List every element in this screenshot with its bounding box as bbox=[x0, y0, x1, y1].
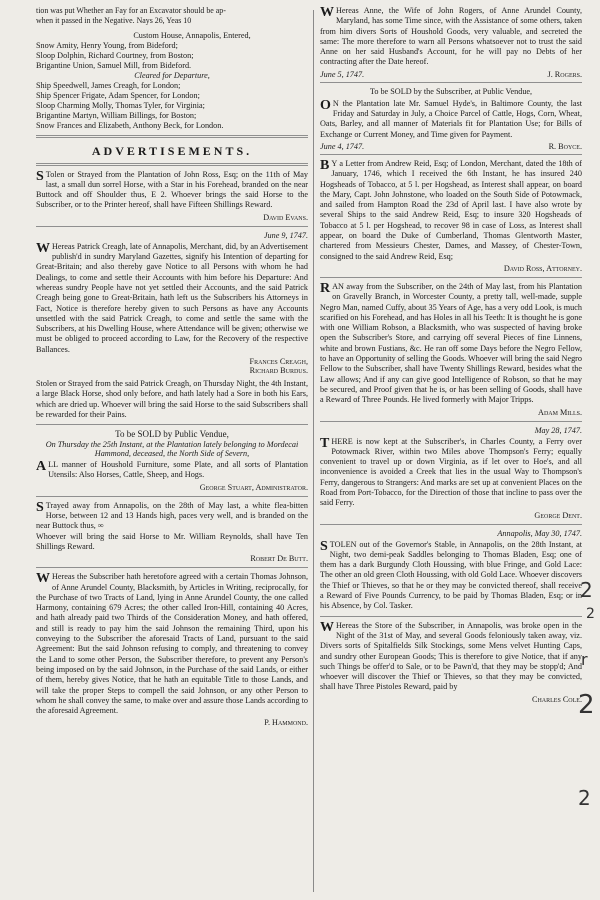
ad-text bbox=[320, 282, 582, 406]
drop-cap: B bbox=[320, 157, 330, 173]
drop-cap: W bbox=[36, 240, 50, 256]
ad-text bbox=[320, 6, 582, 68]
ad-text bbox=[36, 501, 308, 552]
drop-cap: A bbox=[36, 459, 47, 475]
handwritten-mark: 2 bbox=[578, 786, 591, 810]
right-column bbox=[320, 6, 582, 708]
entered-ship: Brigantine Union, Samuel Mill, from Bideford. bbox=[36, 60, 192, 70]
cleared-ship: Sloop Charming Molly, Thomas Tyler, for Virginia; bbox=[36, 101, 205, 111]
ad-body: N the Plantation late Mr. Samuel Hyde's, in Baltimore County, the last Friday and Saturday in July, a Choice Parcel of Cattle, Hogs, Corn, Wheat, Oats, Barley, and all manner of Materials fit for Plantation Use; for Bills of Exchange or Current Money, and Time given for Payment. bbox=[320, 98, 582, 139]
divider bbox=[36, 163, 308, 166]
ad-text bbox=[36, 572, 308, 716]
ad-body: Tolen or Strayed from the Plantation of John Ross, Esq; on the 11th of May last, a small dun sorrel Horse, with a Star in his Forehead, branded on the near Buttock and off Shoulder thus, E 2. Whoever brings the said Horse to the Subscriber, or to the Printer hereof, shall have Fifteen Shillings Reward. bbox=[36, 169, 308, 210]
ad-body: Y a Letter from Andrew Reid, Esq; of London, Merchant, dated the 18th of January, 1746, which I received the 6th Instant, he has insured 240 Hogsheads of Tobacco, at 5 l. per Hogshead, as Interest shall appear, on board the Mary, Capt. John Johnstone, who loaded on the South Side of Potowmack, and sailed from Hampton Road the 23d of April last. I have also wrote by several Ships to the said Andrew Reid, Esq; to insure 320 Hogsheads of Tobacco at 5 l. per Hogshead, to recover 98 in case of Loss, as Interest shall appear, on board the Duke of Cumberland, Thomas Glentworth Master, chartered from Messieurs Chester, Dames, and Massey, of Chester-Town, consigned to the said Andrew Reid, Esq; bbox=[320, 158, 582, 261]
ad-signature: J. Rogers. bbox=[547, 69, 582, 79]
ad-body: Hereas Anne, the Wife of John Rogers, of Anne Arundel County, Maryland, has some Time since, with the Assistance of some others, taken from him divers Sorts of Houshold Goods, very valuable, and secreted the same: The more therefore to warn all Persons whatsoever not to trust the said Anne on her said Husband's Account, for he will pay no Debts of her contracting after the Date hereof. bbox=[320, 6, 582, 67]
ad-text bbox=[36, 242, 308, 355]
ad-text bbox=[320, 159, 582, 262]
ad-text bbox=[36, 170, 308, 211]
divider bbox=[320, 277, 582, 278]
divider bbox=[36, 496, 308, 497]
ad-signature: P. Hammond. bbox=[264, 718, 308, 728]
ad-body: AN away from the Subscriber, on the 24th of May last, from his Plantation on Gravelly Branch, in Worcester County, a pretty tall, well-made, supple Negro Man, named Cuffy, about 35 Years of Age, has a very odd Look, is much scarified on his Forehead, and has Holes in all his Teeth: It is thought he is gone with one William Robson, a Blacksmith, who was suspected of having broke open the Subscriber's Store, and carrying off several Pieces of fine Linnens, white and brown Fustians, &c. He ran off some Days before the Negro Fellow, to have an Opportunity of selling the Goods. Whoever will bring the said Negro Fellow to the Subscriber, shall have Twenty Shillings Reward, besides what the Law allows; And if any can give good Intelligence of Robson, so that he may be secured, and Proof given that he is, or has been selling of Goods, shall have a Reward of Three Pounds. He lived formerly with Major Tripps. bbox=[320, 281, 582, 405]
ad-date: June 4, 1747. bbox=[320, 141, 365, 151]
ad-signature: Robert De Butt. bbox=[250, 554, 308, 564]
advertisement bbox=[36, 379, 308, 420]
ad-date: May 28, 1747. bbox=[534, 425, 582, 435]
advertisement bbox=[320, 529, 582, 612]
advertisement bbox=[320, 282, 582, 417]
advertisement bbox=[320, 621, 582, 704]
ad-body: Trayed away from Annapolis, on the 28th of May last, a white flea-bitten Horse, between 12 and 13 Hands high, paces very well, and is branded on the near Buttock thus, ∞ Whoever will bring the said Horse to Mr. William Reynolds, shall have Ten Shillings Reward. bbox=[36, 500, 308, 551]
divider bbox=[320, 616, 582, 617]
advertisement bbox=[36, 231, 308, 375]
drop-cap: W bbox=[320, 619, 334, 635]
ad-signature: George Dent. bbox=[534, 510, 582, 520]
advertisement bbox=[320, 87, 582, 151]
ad-text: Stolen or Strayed from the said Patrick Creagh, on Thursday Night, the 4th Instant, a large Black Horse, shod only before, and hath lately had a Sore in both his Ears, which are dried up. Whoever will bring the said Horse to the said Subscribers shall be rewarded for their Pains. bbox=[36, 378, 308, 419]
drop-cap: O bbox=[320, 97, 331, 113]
ad-date: June 9, 1747. bbox=[263, 230, 308, 240]
column-divider bbox=[313, 10, 314, 892]
custom-house-notice bbox=[36, 31, 308, 132]
ad-signature: Charles Cole. bbox=[531, 694, 582, 704]
advertisement bbox=[36, 501, 308, 563]
ad-body: Hereas the Subscriber hath heretofore agreed with a certain Thomas Johnson, of Anne Arundel County, Blacksmith, by Articles in Writing, reciprocally, for the Purchase of two Tracts of Land, lying in Anne Arundel County, the one called Harmony, containing 679 Acres; the other called Iron-Hill, containing 40 Acres, and hath already paid two Thirds of the Consideration Money, and hath offered, and still is ready to pay him the said Johnson the remaining Third, upon his conveying to the Subscriber the aforesaid Tracts of Land, pursuant to the said Agreement: But the said Johnson refusing to comply, and threatening to convey the Land to some other Person, the Subscriber therefore, to prevent any Person's being imposed on by the said Johnson, in the Purchase of the said Lands, or either of them, hereby gives Notice, that he hath an equitable Title to those Lands, and will take the proper Steps to compell the said Johnson, or any other Person to whom he shall convey the same, to make over and assure those Lands according to the aforesaid Agreement. bbox=[36, 572, 308, 716]
advertisement bbox=[320, 6, 582, 79]
handwritten-mark: 2 bbox=[578, 690, 595, 720]
ad-signature: R. Boyce. bbox=[548, 141, 582, 151]
cleared-ship: Ship Spencer Frigate, Adam Spencer, for London; bbox=[36, 91, 200, 101]
vendue-notice bbox=[36, 429, 308, 492]
ad-signature: David Evans. bbox=[263, 212, 308, 222]
handwritten-mark: r bbox=[581, 650, 588, 669]
divider bbox=[36, 135, 308, 138]
ad-date: June 5, 1747. bbox=[320, 69, 365, 79]
drop-cap: S bbox=[320, 538, 328, 554]
divider bbox=[320, 524, 582, 525]
cleared-ship: Brigantine Martyn, William Billings, for Boston; bbox=[36, 111, 197, 121]
ad-text bbox=[36, 460, 308, 481]
ad-text bbox=[320, 99, 582, 140]
custom-house-title: Custom House, Annapolis, Entered, bbox=[133, 30, 251, 40]
ad-signature: David Ross, Attorney. bbox=[503, 263, 582, 273]
ad-signature: George Stuart, Administrator. bbox=[199, 482, 308, 492]
advertisement bbox=[320, 159, 582, 273]
divider bbox=[320, 421, 582, 422]
section-heading: ADVERTISEMENTS. bbox=[91, 143, 253, 158]
drop-cap: W bbox=[36, 571, 50, 587]
entered-ship: Sloop Dolphin, Richard Courtney, from Boston; bbox=[36, 50, 194, 60]
ad-text bbox=[320, 437, 582, 509]
ad-date: Annapolis, May 30, 1747. bbox=[497, 528, 582, 538]
entered-ship: Snow Amity, Henry Young, from Bideford; bbox=[36, 40, 178, 50]
handwritten-mark: 2 bbox=[580, 578, 593, 602]
ad-body: Hereas the Store of the Subscriber, in Annapolis, was broke open in the Night of the 31st of May, and several Goods feloniously taken away, viz. Divers sorts of Spitalfields Silk Stockings, some Mens velvet Hunting Caps, and sundry other European Goods; This is therefore to give Notice, that if any such Things be offer'd to Sale, or to be Pawn'd, that they may be stopp'd; And whoever will discover the Thief or Thieves, so that they may be convicted, shall have Three Pistoles Reward, paid by bbox=[320, 620, 582, 692]
cleared-title: Cleared for Departure, bbox=[134, 70, 210, 80]
divider bbox=[36, 424, 308, 425]
ad-signature: Adam Mills. bbox=[538, 407, 582, 417]
drop-cap: S bbox=[36, 168, 44, 184]
ad-text bbox=[320, 540, 582, 612]
ad-body: Hereas Patrick Creagh, late of Annapolis, Merchant, did, by an Advertisement publish'd in sundry Maryland Gazettes, signify his Intention of departing for Great-Britain; and also thereby gave Notice to all Persons with whom he had Dealings, to come and settle their Accounts with him before his Departure: And whereas sundry People have not yet settled their Accounts, and the said Patrick Creagh being gone to Great-Britain, hath left us the Subscribers his Attorneys in Fact, Notice is therefore hereby given to such Persons as have any Accounts unsettled with the said Patrick Creagh, to come and settle the same with the Subscribers, at his Dwelling House, where Attendance will be given; otherwise we must be obliged to proceed according to Law, for the Recovery of the respective Ballances. bbox=[36, 241, 308, 354]
ad-footer bbox=[320, 142, 582, 151]
drop-cap: S bbox=[36, 499, 44, 515]
drop-cap: W bbox=[320, 5, 334, 20]
cleared-ship: Ship Speedwell, James Creagh, for London; bbox=[36, 81, 181, 91]
ad-body: LL manner of Houshold Furniture, some Plate, and all sorts of Plantation Utensils: Also Horses, Cattle, Sheep, and Hogs. bbox=[48, 460, 308, 480]
left-column bbox=[36, 6, 308, 731]
cleared-ship: Snow Frances and Elizabeth, Anthony Beck, for London. bbox=[36, 121, 224, 131]
ad-signature: Frances Creagh, Richard Burdus. bbox=[249, 356, 308, 375]
vendue-title: To be SOLD by Public Vendue, bbox=[115, 429, 229, 440]
ad-body: TOLEN out of the Governor's Stable, in Annapolis, on the 28th Instant, at Night, two demi-peak Saddles belonging to Thomas Bladen, Esq; one of them has a dark Burgundy Cloth Houssing, with blue Fringe, and Gold Lace: The other an old green Cloth Houssing, with old Gold Lace. Whoever discovers the Thief or Thieves, so that he or they may be convicted thereof, shall receive a Reward of Five Pounds Currency, to be paid by Thomas Bladen, Esq; or in his Absence, by Col. Tasker. bbox=[320, 539, 582, 611]
advertisement bbox=[320, 426, 582, 520]
drop-cap: T bbox=[320, 435, 330, 451]
ad-footer bbox=[320, 70, 582, 79]
vendue-subtitle: On Thursday the 25th Instant, at the Plantation lately belonging to Mordecai Hammond, deceased, the North Side of Severn, bbox=[45, 440, 299, 459]
ad-text bbox=[320, 621, 582, 693]
ad-heading: To be SOLD by the Subscriber, at Public Vendue, bbox=[369, 86, 533, 96]
divider bbox=[36, 567, 308, 568]
divider bbox=[320, 154, 582, 155]
ad-body: HERE is now kept at the Subscriber's, in Charles County, a Ferry over Potowmack River, within two Miles above Thompson's Ferry; equally convenient to travel up or down Virginia, as if let over to Hoe's, and all inconvenience is avoided a Creek that lies in the usual Way to Thompson's Ferry, dangerous to Strangers: And marks are set up at convenient Places on the Road from Port-Tobacco, for the Direction of those that incline to pass over the said Ferry. bbox=[320, 436, 582, 508]
divider bbox=[36, 226, 308, 227]
handwritten-mark: 2 bbox=[586, 606, 595, 622]
top-fragment: tion was put Whether an Fay for an Excavator should be ap- when it passed in the Negative. Nays 26, Yeas 10 bbox=[36, 6, 226, 26]
divider bbox=[320, 82, 582, 83]
advertisement bbox=[36, 572, 308, 727]
drop-cap: R bbox=[320, 280, 331, 296]
advertisement bbox=[36, 170, 308, 222]
